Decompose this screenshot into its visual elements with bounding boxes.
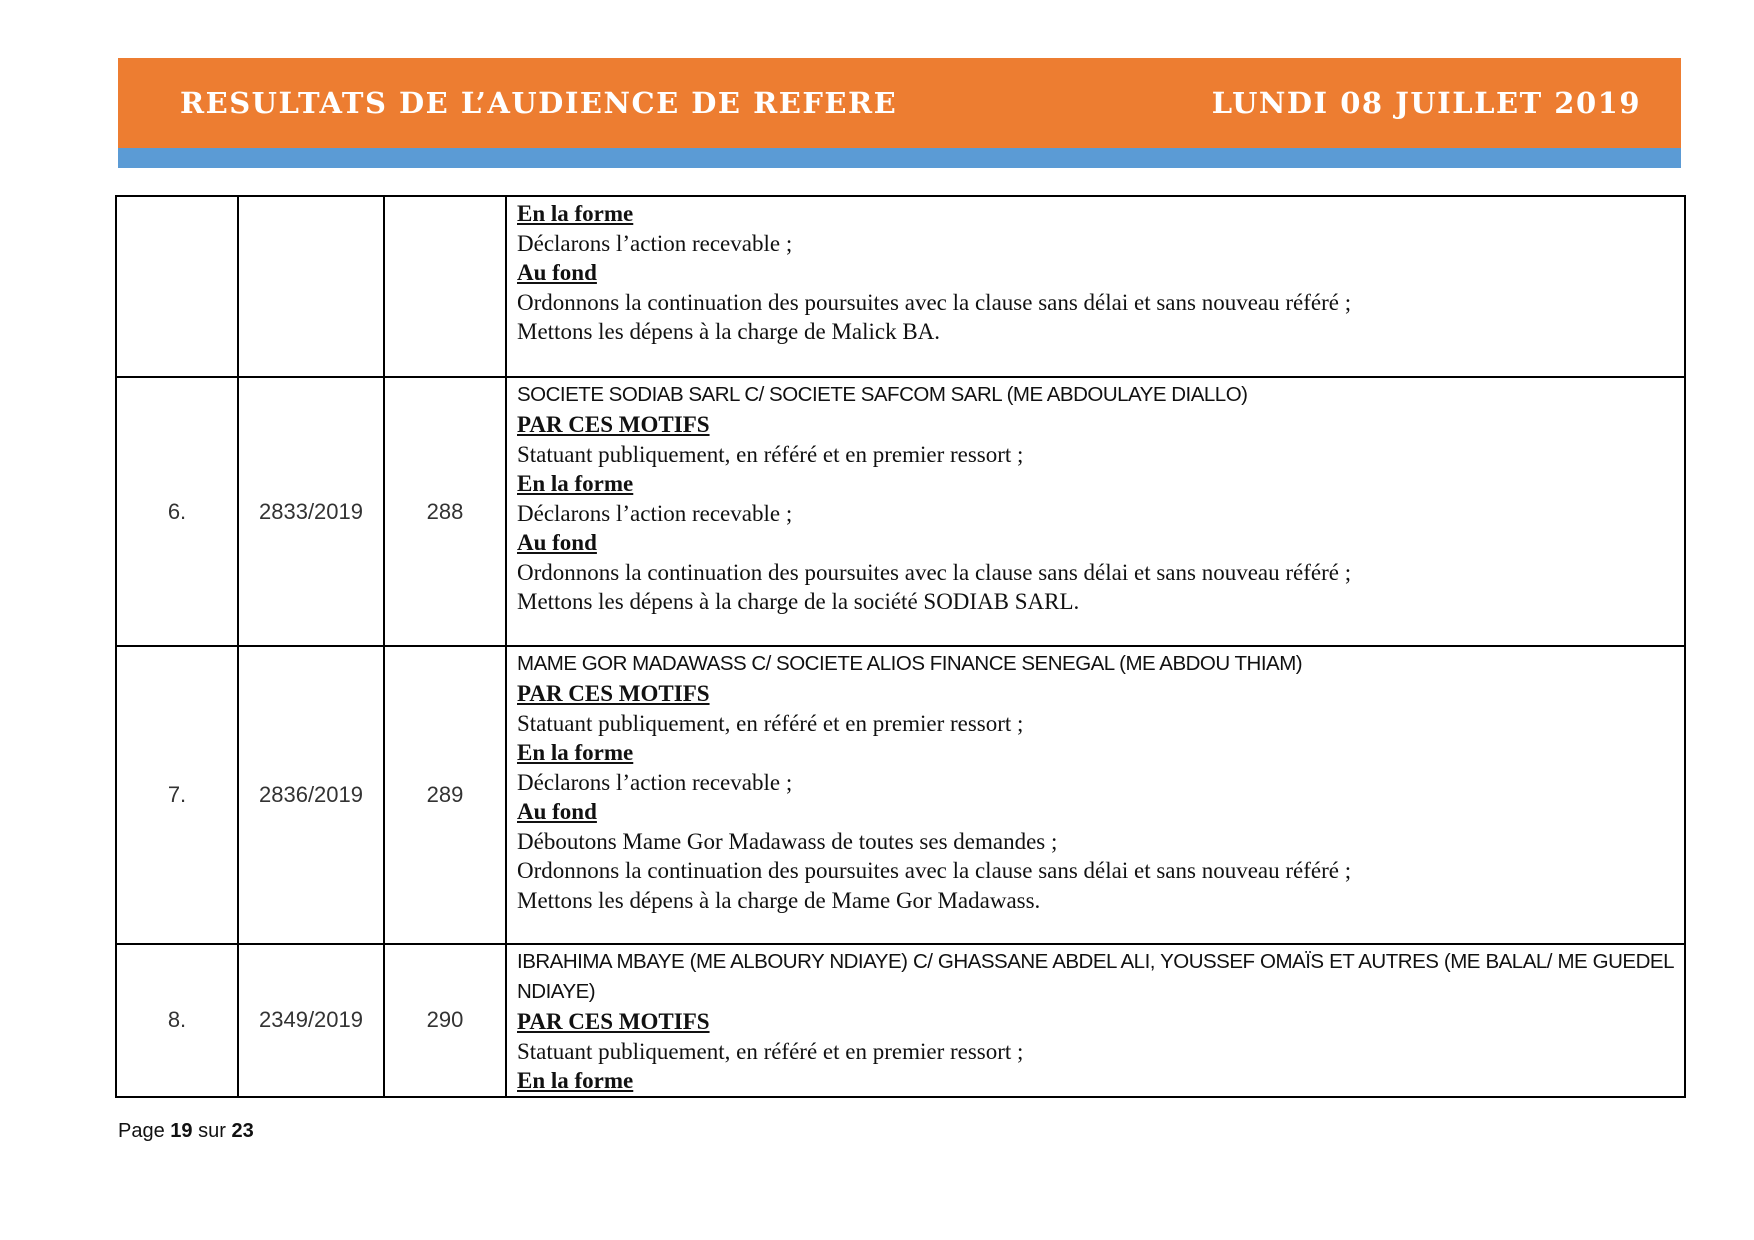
table-row xyxy=(116,944,1685,1097)
page-label: Page xyxy=(118,1120,165,1142)
page-current: 19 xyxy=(170,1120,193,1142)
decision-line: Mettons les dépens à la charge de Mame Gor Madawass. xyxy=(517,887,1041,913)
section-heading: PAR CES MOTIFS xyxy=(517,681,710,706)
order-number: 290 xyxy=(384,944,506,1097)
case-number: 6. xyxy=(116,377,238,646)
table-row xyxy=(116,196,1685,377)
decision-line: Déclarons l’action recevable ; xyxy=(517,500,793,526)
page-of-label: sur xyxy=(198,1120,226,1142)
document-title: RESULTATS DE L’AUDIENCE DE REFERE xyxy=(180,86,898,120)
order-number xyxy=(384,196,506,377)
section-heading: En la forme xyxy=(517,471,634,496)
order-number: 288 xyxy=(384,377,506,646)
section-heading: Au fond xyxy=(517,530,597,555)
section-heading: En la forme xyxy=(517,740,634,765)
decision-line: Ordonnons la continuation des poursuites avec la clause sans délai et sans nouveau référé ; xyxy=(517,289,1352,315)
decision-line: Statuant publiquement, en référé et en premier ressort ; xyxy=(517,710,1024,736)
section-heading: Au fond xyxy=(517,260,597,285)
decision-line: Statuant publiquement, en référé et en premier ressort ; xyxy=(517,1038,1024,1064)
case-number: 8. xyxy=(116,944,238,1097)
decision-text xyxy=(506,377,1685,646)
decision-line: Mettons les dépens à la charge de la société SODIAB SARL. xyxy=(517,589,1080,614)
docket-number: 2836/2019 xyxy=(238,646,384,944)
decision-line: Ordonnons la continuation des poursuites avec la clause sans délai et sans nouveau référé ; xyxy=(517,559,1352,585)
results-table xyxy=(115,195,1686,1098)
docket-number xyxy=(238,196,384,377)
section-heading: PAR CES MOTIFS xyxy=(517,412,710,437)
decision-text xyxy=(506,944,1685,1097)
decision-text xyxy=(506,196,1685,377)
table-row xyxy=(116,377,1685,646)
decision-line: Mettons les dépens à la charge de Malick BA. xyxy=(517,319,941,344)
decision-line: Déclarons l’action recevable ; xyxy=(517,230,793,256)
decision-line: Déboutons Mame Gor Madawass de toutes ses demandes ; xyxy=(517,828,1058,854)
decision-line: Statuant publiquement, en référé et en premier ressort ; xyxy=(517,441,1024,467)
section-heading: Au fond xyxy=(517,799,597,824)
case-number: 7. xyxy=(116,646,238,944)
header-banner xyxy=(118,58,1681,148)
docket-number: 2349/2019 xyxy=(238,944,384,1097)
case-parties: SOCIETE SODIAB SARL C/ SOCIETE SAFCOM SARL (ME ABDOULAYE DIALLO) xyxy=(517,383,1248,406)
decision-line: Ordonnons la continuation des poursuites avec la clause sans délai et sans nouveau référé ; xyxy=(517,858,1352,883)
section-heading: En la forme xyxy=(517,201,634,226)
case-parties: MAME GOR MADAWASS C/ SOCIETE ALIOS FINANCE SENEGAL (ME ABDOU THIAM) xyxy=(517,652,1303,675)
section-heading: PAR CES MOTIFS xyxy=(517,1009,710,1034)
table-row xyxy=(116,646,1685,944)
decision-text xyxy=(506,646,1685,944)
header-stripe xyxy=(118,148,1681,168)
docket-number: 2833/2019 xyxy=(238,377,384,646)
order-number: 289 xyxy=(384,646,506,944)
page-total: 23 xyxy=(231,1120,254,1142)
decision-line: Déclarons l’action recevable ; xyxy=(517,769,793,795)
case-number xyxy=(116,196,238,377)
page-footer xyxy=(118,1120,254,1143)
hearing-date: LUNDI 08 JUILLET 2019 xyxy=(1211,86,1641,120)
case-parties: IBRAHIMA MBAYE (ME ALBOURY NDIAYE) C/ GHASSANE ABDEL ALI, YOUSSEF OMAÏS ET AUTRES (ME BALAL/ ME GUEDEL NDIAYE) xyxy=(517,950,1674,1003)
section-heading: En la forme xyxy=(517,1068,634,1093)
